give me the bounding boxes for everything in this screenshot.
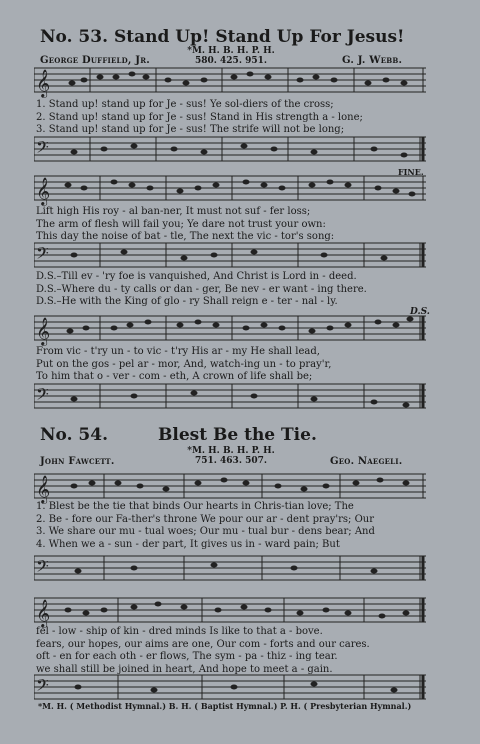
verse-lyrics: [36, 501, 432, 551]
bass-staff-svg: [34, 240, 426, 270]
bass-staff-svg: [34, 381, 426, 411]
verse-lyrics: [36, 206, 432, 244]
treble-staff: [34, 312, 426, 346]
bass-staff: [34, 381, 426, 411]
verse-lyrics: [36, 626, 432, 676]
lyric-line: we shall still be joined in heart, And hope to meet a - gain.: [36, 663, 333, 675]
bass-staff: [34, 134, 426, 164]
hymn-author: George Duffield, Jr.: [40, 55, 150, 66]
treble-staff-svg: [34, 172, 426, 206]
treble-staff-svg: [34, 470, 426, 504]
verse-lyrics: [36, 346, 432, 384]
ds-line: D.S.–He with the King of glo - ry Shall reign e - ter - nal - ly.: [36, 296, 338, 307]
lyric-line: Put on the gos - pel ar - mor, And, watch-ing un - to pray'r,: [36, 358, 332, 370]
lyric-line: 2. Stand up! stand up for Je - sus! Stand in His strength a - lone;: [36, 111, 363, 123]
lyric-line: 2. Be - fore our Fa-ther's throne We pour our ar - dent pray'rs; Our: [36, 513, 375, 525]
hymn-title: Blest Be the Tie.: [158, 425, 317, 445]
svg-text:𝄢: 𝄢: [36, 243, 49, 267]
hymn-number: No. 54.: [40, 425, 108, 445]
ds-line: D.S.–Till ev - 'ry foe is vanquished, And Christ is Lord in - deed.: [36, 271, 357, 282]
hymnal-legend: *M. H. ( Methodist Hymnal.) B. H. ( Baptist Hymnal.) P. H. ( Presbyterian Hymnal.): [38, 701, 412, 711]
lyric-line: The arm of flesh will fail you; Ye dare not trust your own:: [36, 218, 326, 230]
svg-text:𝄞: 𝄞: [36, 599, 51, 627]
bass-staff: [34, 240, 426, 270]
lyric-line: 3. We share our mu - tual woes; Our mu - tual bur - dens bear; And: [36, 526, 375, 537]
lyric-line: 3. Stand up! stand up for Je - sus! The strife will not be long;: [36, 124, 345, 135]
treble-staff: [34, 470, 426, 504]
lyric-line: 1. Stand up! stand up for Je - sus! Ye sol-diers of the cross;: [36, 99, 334, 110]
hymnal-labels: *M. H. B. H. P. H.: [187, 46, 275, 56]
lyric-line: 1. Blest be the tie that binds Our hearts in Chris-tian love; The: [36, 501, 354, 512]
svg-text:𝄢: 𝄢: [36, 675, 49, 699]
treble-staff: [34, 172, 426, 206]
lyric-line: 4. When we a - sun - der part, It gives us in - ward pain; But: [36, 538, 340, 550]
ds-line: D.S.–Where du - ty calls or dan - ger, Be nev - er want - ing there.: [36, 283, 367, 295]
svg-text:𝄢: 𝄢: [36, 556, 49, 580]
lyric-line: From vic - t'ry un - to vic - t'ry His ar - my He shall lead,: [36, 346, 320, 357]
bass-staff-svg: [34, 553, 426, 583]
treble-staff-svg: [34, 312, 426, 346]
bass-staff: [34, 553, 426, 583]
svg-text:𝄞: 𝄞: [36, 177, 51, 205]
ds-mark: D.S.: [410, 307, 430, 317]
hymnal-numbers: 580. 425. 951.: [194, 56, 268, 66]
svg-text:𝄢: 𝄢: [36, 137, 49, 161]
lyric-line: fears, our hopes, our aims are one, Our com - forts and our cares.: [36, 638, 370, 650]
svg-text:𝄢: 𝄢: [36, 384, 49, 408]
ds-lyrics: [36, 271, 432, 309]
lyric-line: Lift high His roy - al ban-ner, It must not suf - fer loss;: [36, 206, 311, 217]
hymn-number: No. 53.: [40, 27, 108, 47]
hymnal-references: [176, 46, 286, 66]
bass-staff-svg: [34, 134, 426, 164]
lyric-line: oft - en for each oth - er flows, The sym - pa - thiz - ing tear.: [36, 651, 338, 662]
hymnal-numbers: 751. 463. 507.: [194, 456, 268, 466]
lyric-line: This day the noise of bat - tle, The next the vic - tor's song:: [36, 231, 335, 242]
hymn-composer: G. J. Webb.: [342, 55, 403, 66]
svg-text:𝄞: 𝄞: [36, 317, 51, 345]
treble-staff-svg: [34, 594, 426, 628]
hymn-composer: Geo. Naegeli.: [330, 456, 403, 467]
bass-staff: [34, 672, 426, 702]
hymn-title: Stand Up! Stand Up For Jesus!: [114, 27, 405, 47]
hymn-author: John Fawcett.: [40, 456, 115, 467]
hymnal-references: [176, 446, 286, 466]
treble-staff: [34, 594, 426, 628]
treble-staff: [34, 64, 426, 98]
verse-lyrics: [36, 99, 432, 137]
svg-text:𝄞: 𝄞: [36, 475, 51, 503]
treble-staff-svg: [34, 64, 426, 98]
svg-text:𝄞: 𝄞: [36, 69, 51, 97]
fine-mark: FINE.: [398, 167, 424, 177]
lyric-line: To him that o - ver - com - eth, A crown of life shall be;: [36, 371, 313, 382]
lyric-line: fel - low - ship of kin - dred minds Is like to that a - bove.: [36, 626, 323, 637]
bass-staff-svg: [34, 672, 426, 702]
hymnal-labels: *M. H. B. H. P. H.: [187, 446, 275, 456]
